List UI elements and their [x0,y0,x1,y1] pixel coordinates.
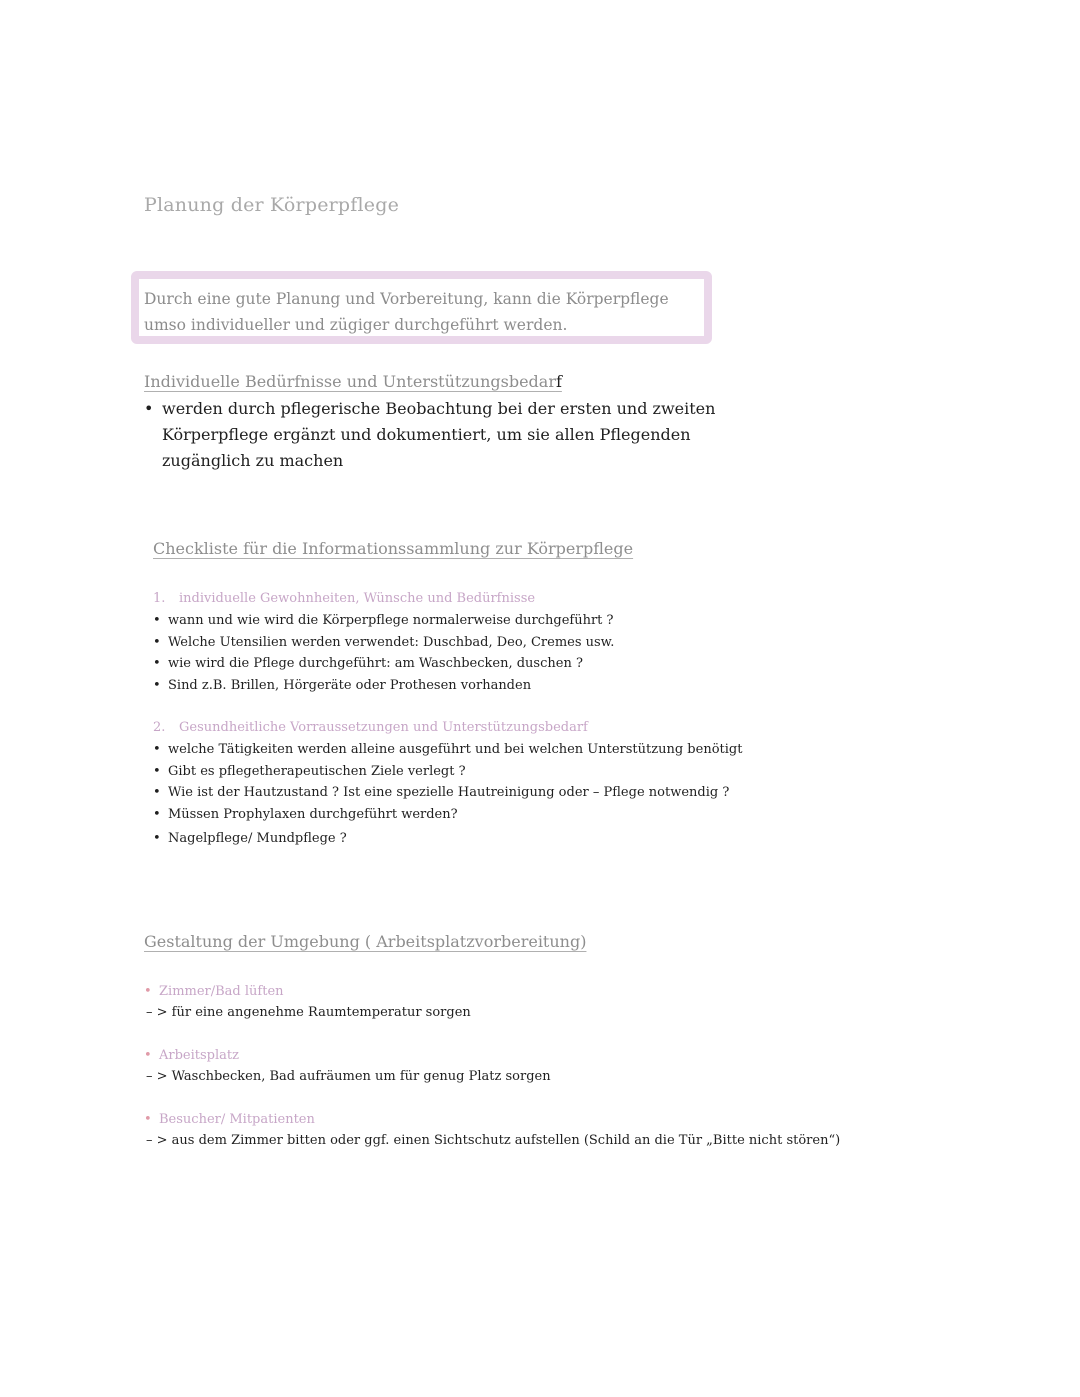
environment-heading: Gestaltung der Umgebung ( Arbeitsplatzvorbereitung) [144,932,587,951]
arrow-icon: – > [146,1005,168,1020]
checklist-group2-list [153,739,742,850]
environment-item-label-text: Arbeitsplatz [159,1048,239,1063]
bullet-icon: • [144,984,152,999]
list-item: • Nagelpflege/ Mundpflege ? [153,828,742,850]
checklist-group1-number: 1. [153,591,166,606]
environment-item-line-text: Waschbecken, Bad aufräumen um für genug Platz sorgen [171,1069,551,1084]
environment-item-label-text: Besucher/ Mitpatienten [159,1112,315,1127]
needs-bullet-text: werden durch pflegerische Beobachtung bei der ersten und zweiten Körperpflege ergänzt und dokumentiert, um sie allen Pflegenden zugänglich zu machen [162,399,716,470]
environment-item-label [144,984,284,999]
list-item: • Müssen Prophylaxen durchgeführt werden? [153,804,742,826]
section-heading-needs [144,372,562,391]
environment-item-line [146,1069,551,1084]
list-item: • Wie ist der Hautzustand ? Ist eine spezielle Hautreinigung oder – Pflege notwendig ? [153,782,742,804]
environment-item-label [144,1112,315,1127]
checklist-heading: Checkliste für die Informationssammlung zur Körperpflege [153,539,634,558]
environment-item-label [144,1048,239,1063]
bullet-icon: • [144,1112,152,1127]
environment-item-line [146,1133,840,1148]
environment-item-line-text: aus dem Zimmer bitten oder ggf. einen Sichtschutz aufstellen (Schild an die Tür „Bitte nicht stören“) [171,1133,841,1148]
checklist-group2-number: 2. [153,720,166,735]
checklist-group2-label: Gesundheitliche Vorraussetzungen und Unterstützungsbedarf [179,720,588,735]
arrow-icon: – > [146,1133,168,1148]
list-item: • wann und wie wird die Körperpflege normalerweise durchgeführt ? [153,610,614,632]
bullet-icon: • [144,399,154,418]
list-item: • welche Tätigkeiten werden alleine ausgeführt und bei welchen Unterstützung benötigt [153,739,742,761]
section-heading-needs-text: Individuelle Bedürfnisse und Unterstützungsbedar [144,372,556,391]
list-item: • Welche Utensilien werden verwendet: Duschbad, Deo, Cremes usw. [153,632,614,654]
checklist-group1-label: individuelle Gewohnheiten, Wünsche und Bedürfnisse [179,591,536,606]
list-item: • wie wird die Pflege durchgeführt: am Waschbecken, duschen ? [153,653,614,675]
environment-item-line-text: für eine angenehme Raumtemperatur sorgen [171,1005,471,1020]
list-item: • Gibt es pflegetherapeutischen Ziele verlegt ? [153,761,742,783]
arrow-icon: – > [146,1069,168,1084]
checklist-group2-heading [153,720,588,735]
callout-text: Durch eine gute Planung und Vorbereitung, kann die Körperpflege umso individueller und zügiger durchgeführt werden. [144,290,669,334]
page-title: Planung der Körperpflege [144,194,400,216]
needs-bullet [144,396,754,474]
section-heading-needs-tail: f [555,372,562,391]
environment-item-label-text: Zimmer/Bad lüften [159,984,284,999]
checklist-group1-list [153,610,614,696]
environment-item-line [146,1005,471,1020]
bullet-icon: • [144,1048,152,1063]
checklist-group1-heading [153,591,535,606]
list-item: • Sind z.B. Brillen, Hörgeräte oder Prothesen vorhanden [153,675,614,697]
